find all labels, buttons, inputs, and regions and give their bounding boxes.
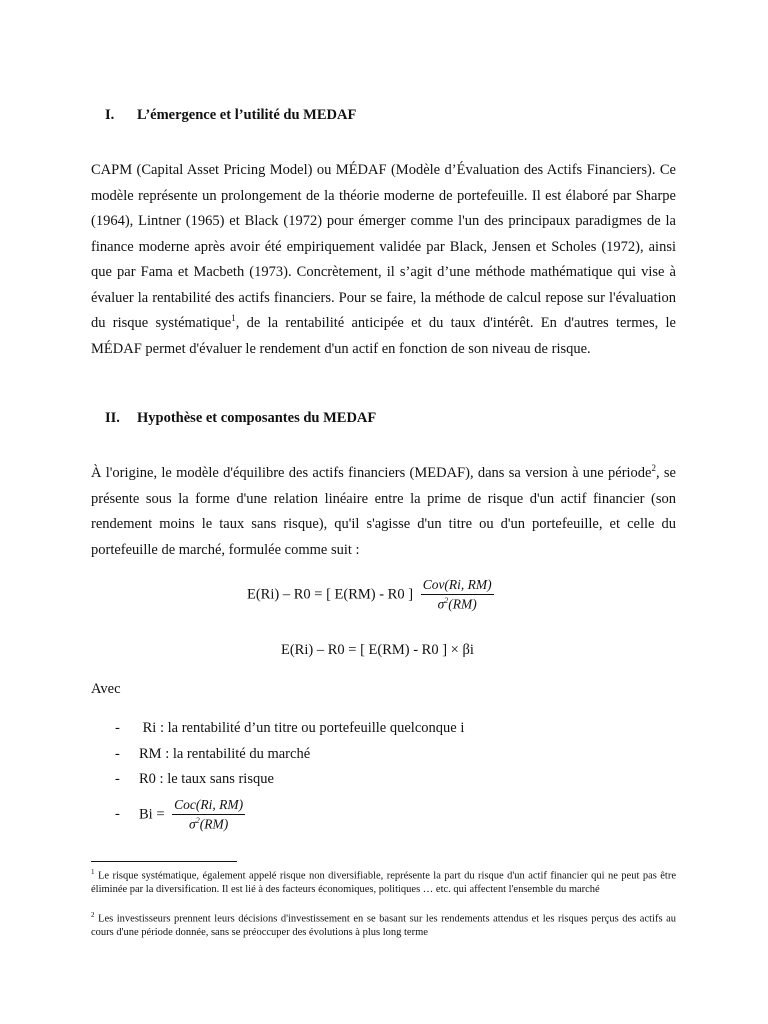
list-item-beta (115, 797, 245, 833)
paragraph-medaf-hypothesis (91, 461, 676, 563)
fraction (172, 797, 245, 833)
list-dash: - (115, 806, 120, 823)
list-dash: - (115, 720, 120, 736)
paragraph-capm-intro (91, 158, 676, 362)
footnote-ref: 2 (651, 463, 656, 474)
fraction-denominator: $\sigma^2(RM)$ (189, 816, 229, 832)
paragraph-text: À l'origine, le modèle d'équilibre des actifs financiers (MEDAF), dans sa version à une période (91, 465, 652, 481)
list-item (115, 746, 310, 763)
section-heading-2 (105, 410, 376, 427)
section-title: Hypothèse et composantes du MEDAF (137, 410, 377, 426)
fraction (421, 577, 494, 613)
section-number: II. (105, 410, 120, 426)
list-text: RM : la rentabilité du marché (139, 746, 311, 762)
paragraph-text: , de la rentabilité anticipée et du taux d'intérêt. En d'autres termes, le MÉDAF permet d'évaluer le rendement d'un actif en fonction de son niveau de risque. (91, 315, 676, 357)
footnote-2 (91, 909, 676, 940)
beta-label: Bi = (139, 806, 165, 823)
list-item (115, 720, 464, 737)
avec-label: Avec (91, 681, 121, 697)
footnote-ref: 1 (231, 313, 236, 324)
paragraph-text: , se présente sous la forme d'une relation linéaire entre la prime de risque d'un actif financier (son rendement moins le taux sans risque), qu'il s'agisse d'un titre ou d'un portefeuille, et celle du portefeuille de marché, formulée comme suit : (91, 465, 676, 558)
list-text: Ri : la rentabilité d’un titre ou portefeuille quelconque i (139, 720, 465, 736)
list-text: R0 : le taux sans risque (139, 771, 274, 787)
formula-capm-covariance (247, 577, 494, 613)
paragraph-text: CAPM (Capital Asset Pricing Model) ou MÉDAF (Modèle d’Évaluation des Actifs Financiers). Ce modèle représente un prolongement de la théorie moderne de portefeuille. Il est élaboré par Sharpe (1964), Lintner (1965) et Black (1972) pour émerger comme l'un des principaux paradigmes de la finance moderne après avoir été empiriquement validée par Black, Jensen et Scholes (1972), ainsi que par Fama et Macbeth (1973). Concrètement, il s’agit d’une méthode mathématique qui vise à évaluer la rentabilité des actifs financiers. Pour se faire, la méthode de calcul repose sur l'évaluation du risque systématique (91, 162, 676, 331)
footnote-separator (91, 861, 237, 862)
formula-capm-beta: E(Ri) – R0 = [ E(RM) - R0 ] × βi (281, 642, 474, 658)
formula-lhs: E(Ri) – R0 = [ E(RM) - R0 ] (247, 586, 414, 603)
section-number: I. (105, 107, 115, 123)
fraction-numerator: Coc(Ri, RM) (172, 797, 245, 815)
section-heading-1 (105, 107, 356, 124)
list-dash: - (115, 771, 120, 787)
list-dash: - (115, 746, 120, 762)
fraction-numerator: Cov(Ri, RM) (421, 577, 494, 595)
footnote-text: Les investisseurs prennent leurs décisions d'investissement en se basant sur les rendements attendus et les risques perçus des actifs au cours d'une période donnée, sans se préoccuper des évolutions à plus long terme (91, 913, 676, 938)
document-page (91, 0, 676, 1024)
footnote-text: Le risque systématique, également appelé risque non diversifiable, représente la part du risque d'un actif financier qui ne peut pas être éliminée par la diversification. Il est lié à des facteurs économiques, politiques … etc. qui affectent l'ensemble du marché (91, 870, 676, 895)
footnote-number: 1 (91, 868, 95, 876)
footnote-number: 2 (91, 911, 95, 919)
footnote-1 (91, 866, 676, 897)
fraction-denominator: $\sigma^2(RM)$ (437, 596, 477, 612)
list-item (115, 771, 274, 788)
section-title: L’émergence et l’utilité du MEDAF (137, 107, 357, 123)
